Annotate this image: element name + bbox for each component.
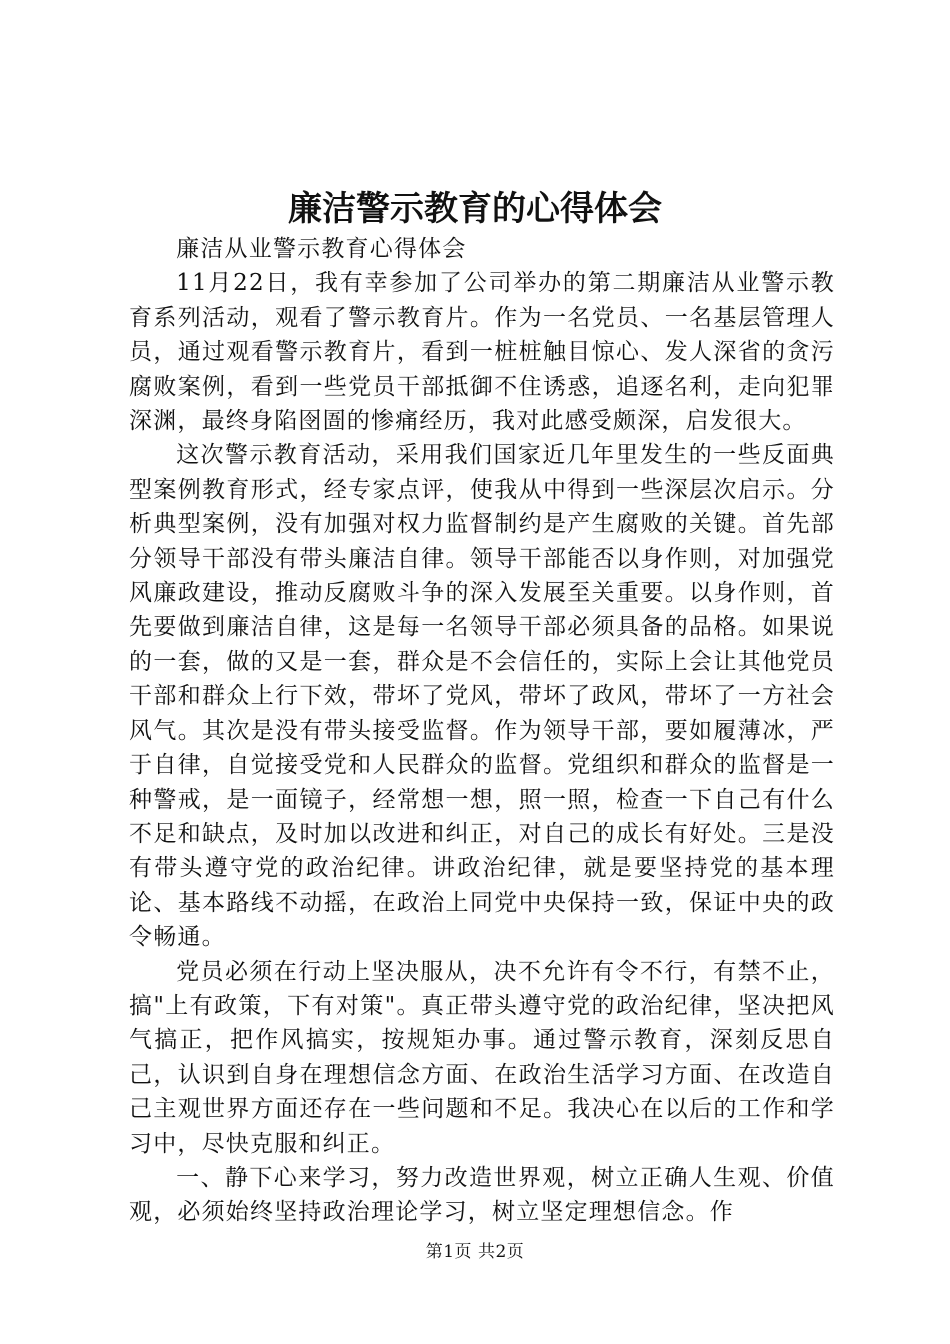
paragraph-2: 这次警示教育活动，采用我们国家近几年里发生的一些反面典型案例教育形式，经专家点评，使我从中得到一些深层次启示。分析典型案例，没有加强对权力监督制约是产生腐败的关键。首先部分领导干部没有带头廉洁自律。领导干部能否以身作则，对加强党风廉政建设，推动反腐败斗争的深入发展至关重要。以身作则，首先要做到廉洁自律，这是每一名领导干部必须具备的品格。如果说的一套，做的又是一套，群众是不会信任的，实际上会让其他党员干部和群众上行下效，带坏了党风，带坏了政风，带坏了一方社会风气。其次是没有带头接受监督。作为领导干部，要如履薄冰，严于自律，自觉接受党和人民群众的监督。党组织和群众的监督是一种警戒，是一面镜子，经常想一想，照一照，检查一下自己有什么不足和缺点，及时加以改进和纠正，对自己的成长有好处。三是没有带头遵守党的政治纪律。讲政治纪律，就是要坚持党的基本理论、基本路线不动摇，在政治上同党中央保持一致，保证中央的政令畅通。 [129,442,835,951]
paragraph-1: 11月22日，我有幸参加了公司举办的第二期廉洁从业警示教育系列活动，观看了警示教育片。作为一名党员、一名基层管理人员，通过观看警示教育片，看到一桩桩触目惊心、发人深省的贪污腐败案例，看到一些党员干部抵御不住诱惑，追逐名利，走向犯罪深渊，最终身陷囹圄的惨痛经历，我对此感受颇深，启发很大。 [129,270,835,435]
document-subtitle: 廉洁从业警示教育心得体会 [176,236,467,262]
document-title: 廉洁警示教育的心得体会 [288,189,662,229]
paragraph-3: 党员必须在行动上坚决服从，决不允许有令不行，有禁不止，搞"上有政策，下有对策"。真正带头遵守党的政治纪律，坚决把风气搞正，把作风搞实，按规矩办事。通过警示教育，深刻反思自己，认识到自身在理想信念方面、在政治生活学习方面、在改造自己主观世界方面还存在一些问题和不足。我决心在以后的工作和学习中，尽快克服和纠正。 [129,958,835,1157]
paragraph-4: 一、静下心来学习，努力改造世界观，树立正确人生观、价值观，必须始终坚持政治理论学习，树立坚定理想信念。作 [129,1164,835,1226]
page-number-footer: 第1页 共2页 [425,1242,525,1262]
document-body [129,232,835,1230]
